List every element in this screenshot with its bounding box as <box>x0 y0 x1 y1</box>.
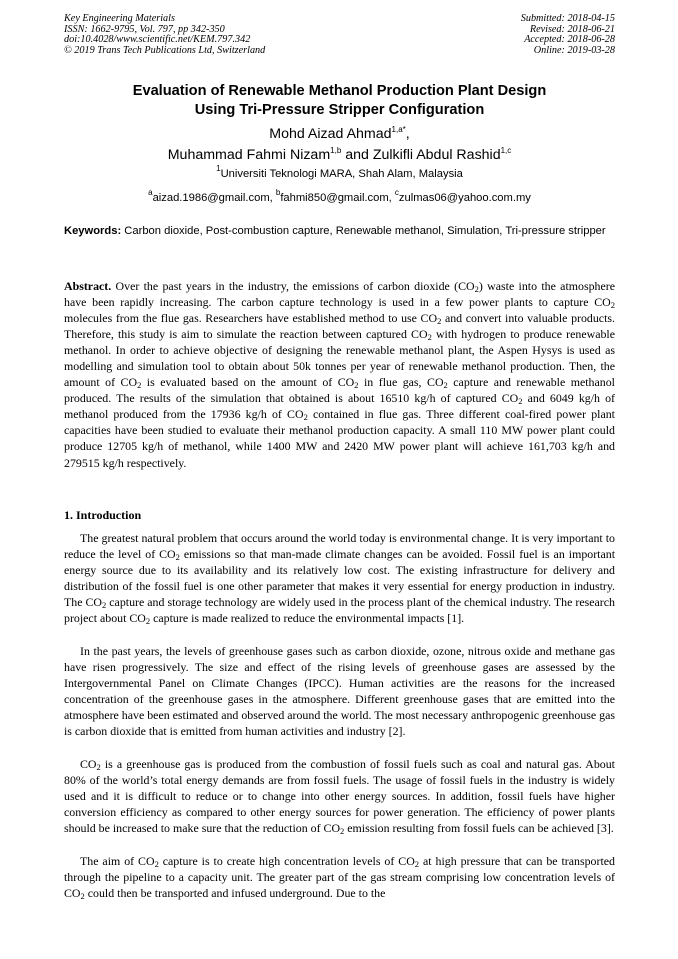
author-list <box>64 124 615 166</box>
affiliation <box>64 164 615 182</box>
author-1: Mohd Aizad Ahmad <box>269 126 392 142</box>
abstract-label: Abstract. <box>64 279 112 293</box>
affiliation-text: Universiti Teknologi MARA, Shah Alam, Malaysia <box>220 168 463 180</box>
abstract-text: Over the past years in the industry, the emissions of carbon dioxide $(CO_2)$ waste into the atmosphere have been rapidly increasing. The carbon capture technology is used in a few power plants to capture $CO_2$ molecules from the flue gas. Researchers have established method to use $CO_2$ and convert into valuable products. Therefore, this study is aim to simulate the reaction between captured $CO_2$ with hydrogen to produce renewable methanol. In order to achieve objective of designing the renewable methanol plant, the Aspen Hysys is used as modelling and simulation tool to obtain about 50k tonnes per year of renewable methanol production. Then, the amount of $CO_2$ is evaluated based on the amount of $CO_2$ in flue gas, $CO_2$ capture and renewable methanol produced. The results of the simulation that obtained is about 16510 kg/h of captured $CO_2$ and 6049 kg/h of methanol produced from the 17936 kg/h of $CO_2$ contained in flue gas. Three different coal-fired power plant capacities have been studied to evaluate their methanol production capacity. A small 110 MW power plant could produce 12705 kg/h of methanol, while 1400 MW and 2420 MW power plant will achieve 161,703 kg/h and 279515 kg/h respectively. <box>64 279 616 470</box>
title-line-1: Evaluation of Renewable Methanol Production Plant Design <box>132 83 547 99</box>
submission-dates <box>521 14 615 56</box>
email-marker-b: b <box>275 188 281 197</box>
intro-paragraph-3: $CO_2$ is a greenhouse gas is produced from the combustion of fossil fuels such as coal and natural gas. About 80% of the world’s total energy demands are from fossil fuels. The usage of fossil fuels in the industry is widely used and it is difficult to reduce or to change into other energy sources. In addition, fossil fuels have higher conversion efficiency as compared to other energy sources for power generation. The efficiency of power plants should be increased to make sure that the reduction of $CO_2$ emission resulting from fossil fuels can be achieved [3]. <box>64 757 615 837</box>
author-2: Muhammad Fahmi Nizam <box>167 147 331 163</box>
intro-paragraph-4: The aim of $CO_2$ capture is to create high concentration levels of $CO_2$ at high pressure that can be transported through the pipeline to a capacity unit. The greater part of the gas stream comprising low concentration levels of $CO_2$ could then be transported and infused underground. Due to the <box>64 854 615 902</box>
author-line-2 <box>64 145 615 166</box>
journal-info <box>64 14 265 56</box>
keywords <box>64 224 615 239</box>
keywords-text: Carbon dioxide, Post-combustion capture, Renewable methanol, Simulation, Tri-pressure stripper <box>121 225 606 237</box>
author-2-affil: 1,b <box>330 146 342 155</box>
abstract <box>64 278 615 471</box>
intro-paragraph-1: The greatest natural problem that occurs around the world today is environmental change. It is very important to reduce the level of $CO_2$ emissions so that man-made climate changes can be avoided. Fossil fuel is an important energy source due to its availability and its relatively low cost. The existing infrastructure for delivery and distribution of the fossil fuel is one other parameter that makes it very essential for energy production in industry. The $CO_2$ capture and storage technology are widely used in the process plant of the chemical industry. The research project about $CO_2$ capture is made realized to reduce the environmental impacts [1]. <box>64 531 615 627</box>
email-a[interactable]: aizad.1986@gmail.com, <box>152 192 276 204</box>
submitted-date: Submitted: 2018-04-15 <box>520 13 615 24</box>
revised-date: Revised: 2018-06-21 <box>529 23 615 35</box>
section-heading-introduction: 1. Introduction <box>64 508 142 522</box>
email-marker-c: c <box>394 188 399 197</box>
author-connector: and <box>341 147 373 163</box>
intro-paragraph-2: In the past years, the levels of greenhouse gases such as carbon dioxide, ozone, nitrous oxide and methane gas have risen progressively. The size and effect of the rising levels of greenhouse gases are assessed by the Intergovernmental Panel on Climate Changes (IPCC). Human activities are the reasons for the increased concentration of the greenhouse gases in the atmosphere. Different greenhouse gases that are emitted into the atmosphere have been estimated and observed around the world. The most necessary anthropogenic greenhouse gas is carbon dioxide that is emitted from human activities and industry [2]. <box>64 644 615 739</box>
email-c[interactable]: zulmas06@yahoo.com.my <box>398 192 531 204</box>
journal-name: Key Engineering Materials <box>64 13 175 24</box>
author-emails <box>64 188 615 206</box>
author-1-affil: 1,a* <box>391 125 406 134</box>
email-marker-a: a <box>148 188 153 197</box>
paper-title <box>64 82 615 120</box>
author-line-1 <box>64 124 615 145</box>
accepted-date: Accepted: 2018-06-28 <box>524 34 615 45</box>
online-date: Online: 2019-03-28 <box>533 44 615 56</box>
author-3-affil: 1,c <box>500 146 512 155</box>
affiliation-marker: 1 <box>216 164 221 173</box>
title-line-2: Using Tri-Pressure Stripper Configuration <box>194 102 485 118</box>
author-3: Zulkifli Abdul Rashid <box>372 147 501 163</box>
issn-volume: ISSN: 1662-9795, Vol. 797, pp 342-350 <box>64 23 225 35</box>
copyright: © 2019 Trans Tech Publications Ltd, Switzerland <box>64 44 266 56</box>
author-separator: , <box>405 126 410 142</box>
keywords-label: Keywords: <box>64 225 122 237</box>
email-b[interactable]: fahmi850@gmail.com, <box>280 192 395 204</box>
doi[interactable]: doi:10.4028/www.scientific.net/KEM.797.342 <box>64 34 251 45</box>
